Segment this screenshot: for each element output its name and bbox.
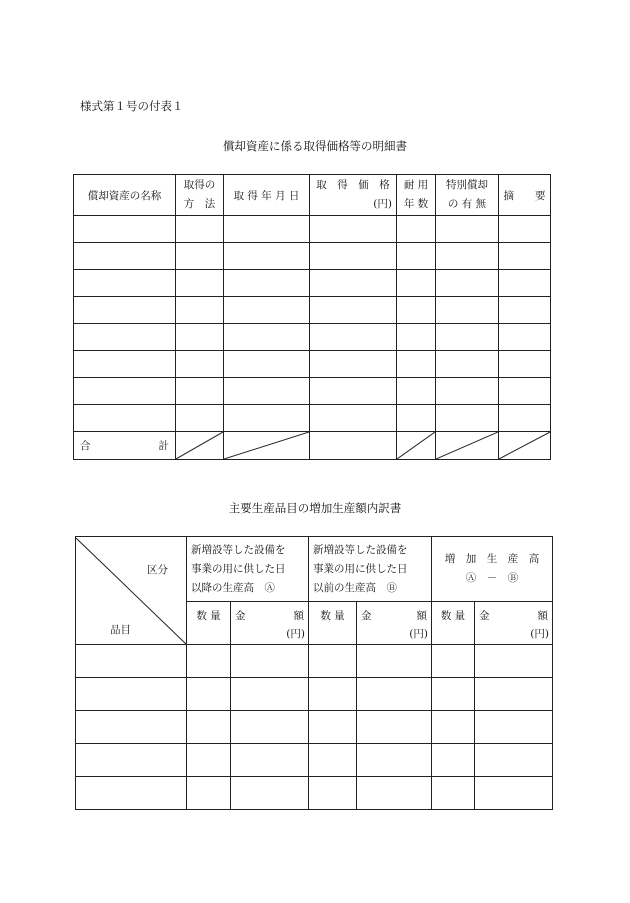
production-increase-table [75, 536, 553, 810]
header-special-depreciation: 特別償却 の 有 無 [436, 175, 499, 216]
table1-total-row [74, 432, 551, 460]
diagonal-cell [397, 432, 436, 460]
table-row [74, 216, 551, 243]
table2-header-row-1 [76, 537, 553, 602]
table-row [74, 243, 551, 270]
header-before-production: 新増設等した設備を 事業の用に供した日 以前の生産高 Ⓑ [309, 537, 432, 602]
table2-title: 主要生産品目の増加生産額内訳書 [228, 501, 402, 515]
header-after-production: 新増設等した設備を 事業の用に供した日 以降の生産高 Ⓐ [187, 537, 309, 602]
header-acquisition-method: 取得の 方 法 [176, 175, 224, 216]
table-row [76, 744, 553, 777]
total-label: 合 計 [74, 432, 176, 460]
table1-header-row [74, 175, 551, 216]
table-row [74, 378, 551, 405]
header-acquisition-date: 取 得 年 月 日 [224, 175, 310, 216]
header-useful-life: 耐 用 年 数 [397, 175, 436, 216]
table-row [74, 297, 551, 324]
header-quantity: 数 量 [309, 602, 357, 645]
table-row [76, 777, 553, 810]
table-row [74, 270, 551, 297]
table-row [76, 645, 553, 678]
table-row [74, 351, 551, 378]
table-row [74, 324, 551, 351]
header-amount: 金 額 (円) [357, 602, 432, 645]
table1-title: 償却資産に係る取得価格等の明細書 [223, 139, 407, 153]
table-row [76, 711, 553, 744]
table-row [74, 405, 551, 432]
diagonal-cell [224, 432, 310, 460]
diagonal-cell [436, 432, 499, 460]
form-number-label: 様式第１号の付表１ [80, 99, 184, 113]
header-amount: 金 額 (円) [231, 602, 309, 645]
header-amount: 金 額 (円) [475, 602, 553, 645]
header-quantity: 数 量 [432, 602, 475, 645]
header-quantity: 数 量 [187, 602, 231, 645]
table-row [76, 678, 553, 711]
depreciable-assets-table [73, 174, 551, 460]
header-remarks: 摘 要 [499, 175, 551, 216]
header-increase-production: 増 加 生 産 高 Ⓐ － Ⓑ [432, 537, 553, 602]
diagonal-cell [176, 432, 224, 460]
corner-category-label: 区分 [147, 563, 168, 576]
header-acquisition-price: 取 得 価 格 (円) [310, 175, 397, 216]
diagonal-cell [499, 432, 551, 460]
corner-item-label: 品目 [110, 623, 131, 636]
header-asset-name: 償却資産の名称 [74, 175, 176, 216]
corner-diagonal-header [76, 537, 187, 645]
